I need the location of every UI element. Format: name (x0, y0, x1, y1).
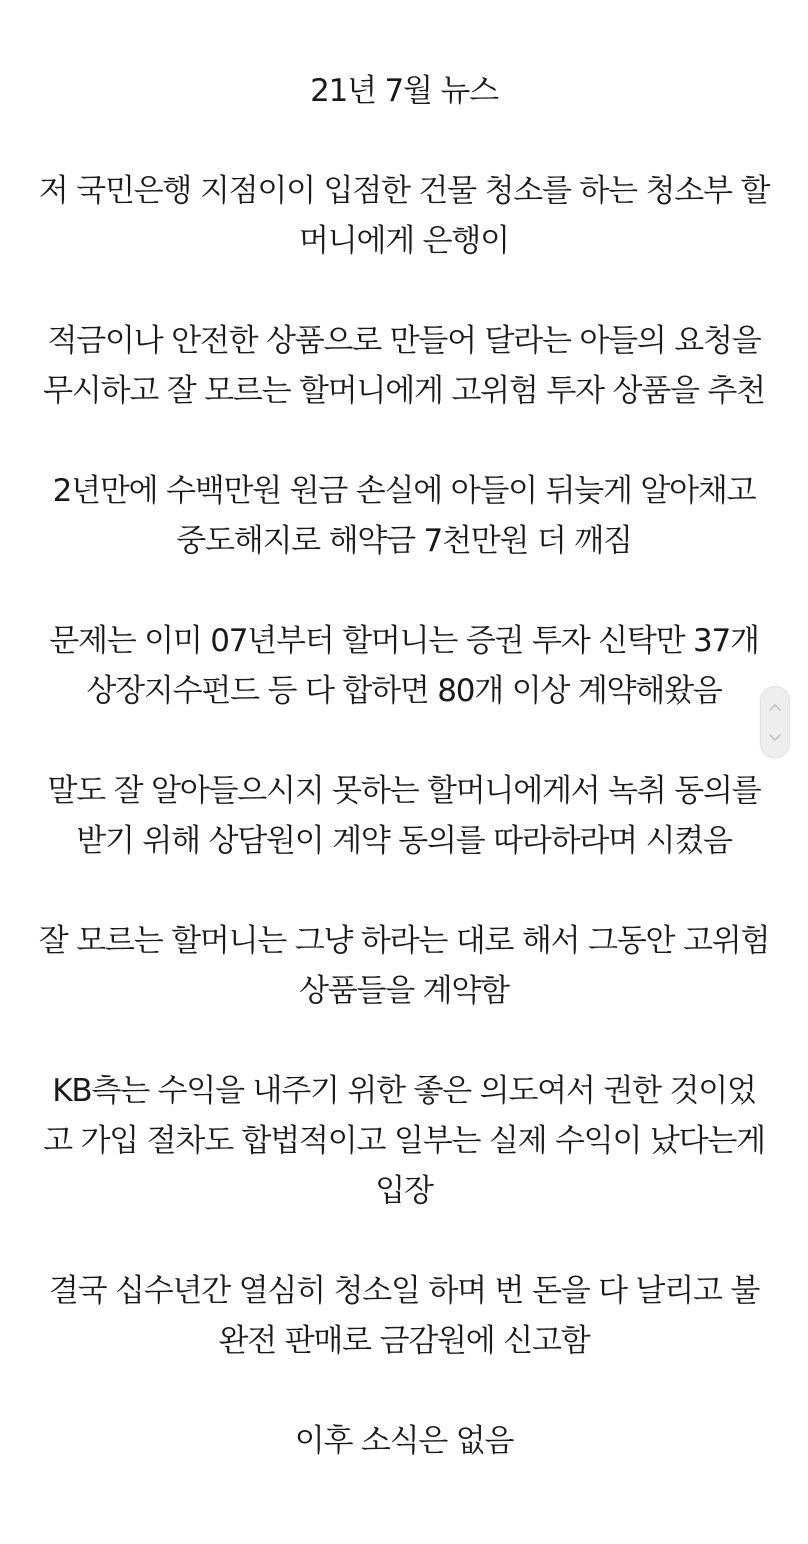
text-line: 저 국민은행 지점이이 입점한 건물 청소를 하는 청소부 할 (38, 173, 770, 209)
text-line: 완전 판매로 금감원에 신고함 (218, 1323, 590, 1359)
article-title (20, 66, 788, 116)
scroll-down-button[interactable] (764, 726, 786, 748)
scroll-control (760, 686, 790, 758)
paragraph-6 (20, 916, 788, 1016)
text-line: 받기 위해 상담원이 계약 동의를 따라하라며 시켰음 (76, 823, 732, 859)
paragraph-5 (20, 766, 788, 866)
text-line: 말도 잘 알아들으시지 못하는 할머니에게서 녹취 동의를 (47, 773, 761, 809)
text-line: 적금이나 안전한 상품으로 만들어 달라는 아들의 요청을 (47, 323, 761, 359)
text-line: 문제는 이미 07년부터 할머니는 증권 투자 신탁만 37개 (49, 623, 759, 659)
text-line: 머니에게 은행이 (299, 223, 509, 259)
scroll-up-button[interactable] (764, 696, 786, 718)
paragraph-7 (20, 1066, 788, 1216)
text-line: 상품들을 계약함 (299, 973, 509, 1009)
text-line: 잘 모르는 할머니는 그냥 하라는 대로 해서 그동안 고위험 (38, 923, 770, 959)
text-line: 고 가입 절차도 합법적이고 일부는 실제 수익이 났다는게 (43, 1123, 765, 1159)
text-line: 상장지수펀드 등 다 합하면 80개 이상 계약해왔음 (86, 673, 722, 709)
article-title-text: 21년 7월 뉴스 (310, 73, 498, 109)
text-line: 입장 (375, 1173, 433, 1209)
text-line: 2년만에 수백만원 원금 손실에 아들이 뒤늦게 알아채고 (52, 473, 756, 509)
text-line: KB측는 수익을 내주기 위한 좋은 의도여서 권한 것이었 (52, 1073, 756, 1109)
chevron-down-icon (768, 733, 782, 742)
text-line: 결국 십수년간 열심히 청소일 하며 번 돈을 다 날리고 불 (48, 1273, 760, 1309)
text-line: 무시하고 잘 모르는 할머니에게 고위험 투자 상품을 추천 (43, 373, 765, 409)
text-line: 이후 소식은 없음 (294, 1423, 514, 1459)
paragraph-2 (20, 316, 788, 416)
paragraph-8 (20, 1266, 788, 1366)
paragraph-1 (20, 166, 788, 266)
text-line: 중도해지로 해약금 7천만원 더 깨짐 (176, 523, 632, 559)
chevron-up-icon (768, 703, 782, 712)
paragraph-9 (20, 1416, 788, 1466)
paragraph-4 (20, 616, 788, 716)
paragraph-3 (20, 466, 788, 566)
